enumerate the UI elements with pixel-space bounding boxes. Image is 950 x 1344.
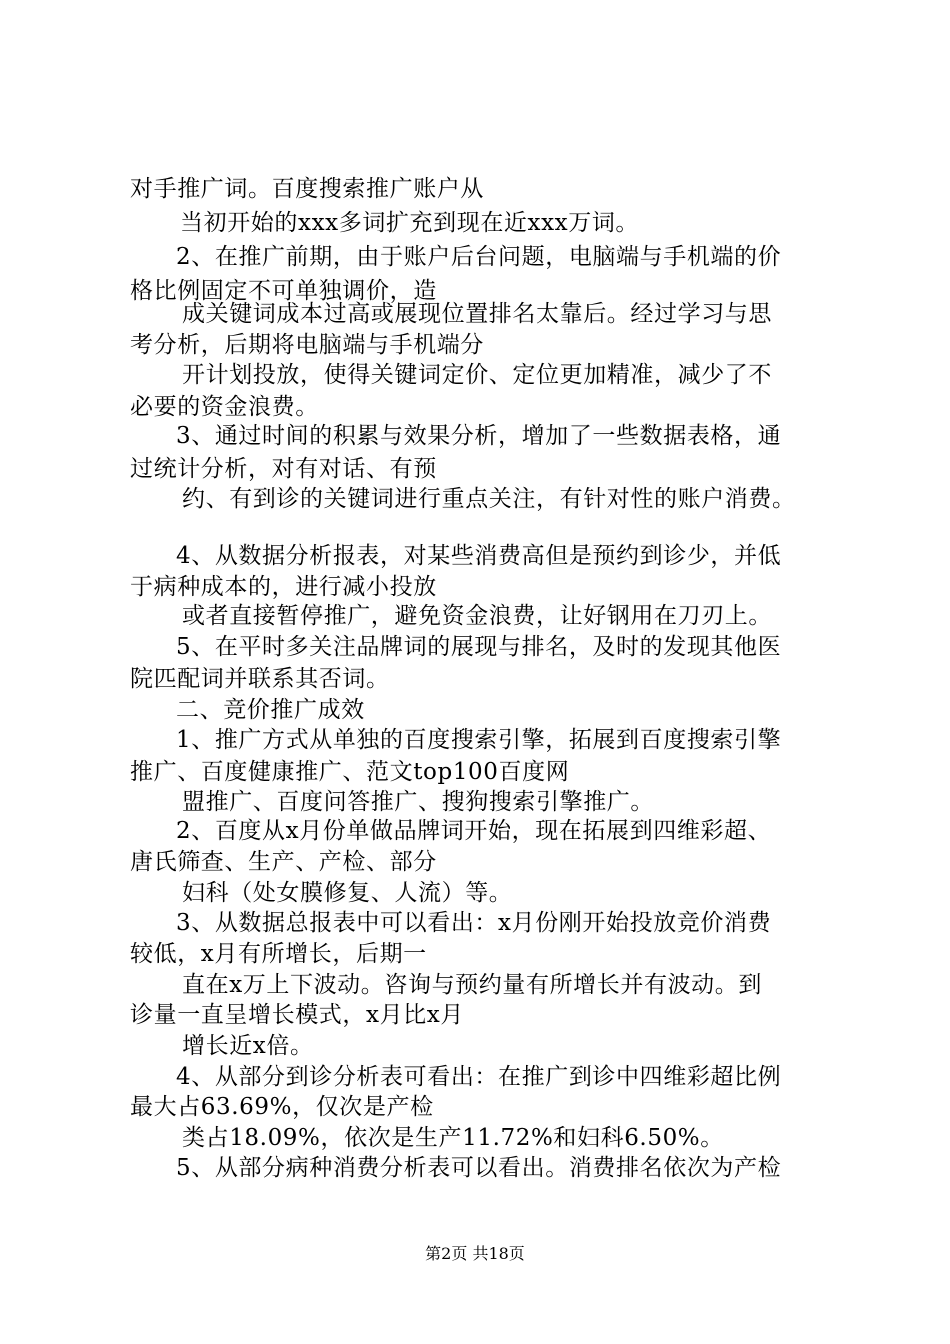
text-line: 对手推广词。百度搜索推广账户从 bbox=[130, 176, 484, 202]
text-line: 约、有到诊的关键词进行重点关注，有针对性的账户消费。 bbox=[182, 486, 796, 512]
text-line: 2、在推广前期，由于账户后台问题，电脑端与手机端的价 bbox=[176, 244, 782, 270]
text-line: 3、从数据总报表中可以看出：x月份刚开始投放竞价消费 bbox=[176, 910, 772, 936]
text-line: 过统计分析，对有对话、有预 bbox=[130, 456, 437, 482]
text-line: 诊量一直呈增长模式，x月比x月 bbox=[130, 1002, 464, 1028]
text-line: 类占18.09%，依次是生产11.72%和妇科6.50%。 bbox=[182, 1125, 724, 1151]
text-line: 3、通过时间的积累与效果分析，增加了一些数据表格，通 bbox=[176, 423, 782, 449]
text-line: 5、在平时多关注品牌词的展现与排名，及时的发现其他医 bbox=[176, 634, 782, 660]
text-line: 最大占63.69%，仅次是产检 bbox=[130, 1094, 434, 1120]
text-line: 妇科（处女膜修复、人流）等。 bbox=[182, 880, 513, 906]
text-line: 4、从部分到诊分析表可看出：在推广到诊中四维彩超比例 bbox=[176, 1064, 782, 1090]
text-line: 格比例固定不可单独调价，造 bbox=[130, 278, 437, 304]
text-line: 成关键词成本过高或展现位置排名太靠后。经过学习与思 bbox=[182, 301, 772, 327]
text-line: 当初开始的xxx多词扩充到现在近xxx万词。 bbox=[180, 210, 640, 236]
text-line: 盟推广、百度问答推广、搜狗搜索引擎推广。 bbox=[182, 789, 654, 815]
text-line: 考分析，后期将电脑端与手机端分 bbox=[130, 332, 484, 358]
text-line: 2、百度从x月份单做品牌词开始，现在拓展到四维彩超、 bbox=[176, 818, 772, 844]
text-line: 较低，x月有所增长，后期一 bbox=[130, 941, 427, 967]
text-line: 5、从部分病种消费分析表可以看出。消费排名依次为产检 bbox=[176, 1155, 782, 1181]
page-footer: 第2页 共18页 bbox=[425, 1244, 525, 1263]
text-line: 增长近x倍。 bbox=[182, 1033, 314, 1059]
text-line: 直在x万上下波动。咨询与预约量有所增长并有波动。到 bbox=[182, 972, 762, 998]
text-line: 或者直接暂停推广，避免资金浪费，让好钢用在刀刃上。 bbox=[182, 603, 772, 629]
text-line: 1、推广方式从单独的百度搜索引擎，拓展到百度搜索引擎 bbox=[176, 727, 782, 753]
text-line: 必要的资金浪费。 bbox=[130, 394, 319, 420]
text-line: 唐氏筛查、生产、产检、部分 bbox=[130, 849, 437, 875]
text-line: 4、从数据分析报表，对某些消费高但是预约到诊少，并低 bbox=[176, 543, 782, 569]
text-line: 推广、百度健康推广、范文top100百度网 bbox=[130, 759, 570, 785]
section-heading: 二、竞价推广成效 bbox=[176, 697, 365, 723]
text-line: 于病种成本的，进行减小投放 bbox=[130, 574, 437, 600]
text-line: 院匹配词并联系其否词。 bbox=[130, 666, 390, 692]
text-line: 开计划投放，使得关键词定价、定位更加精准，减少了不 bbox=[182, 362, 772, 388]
